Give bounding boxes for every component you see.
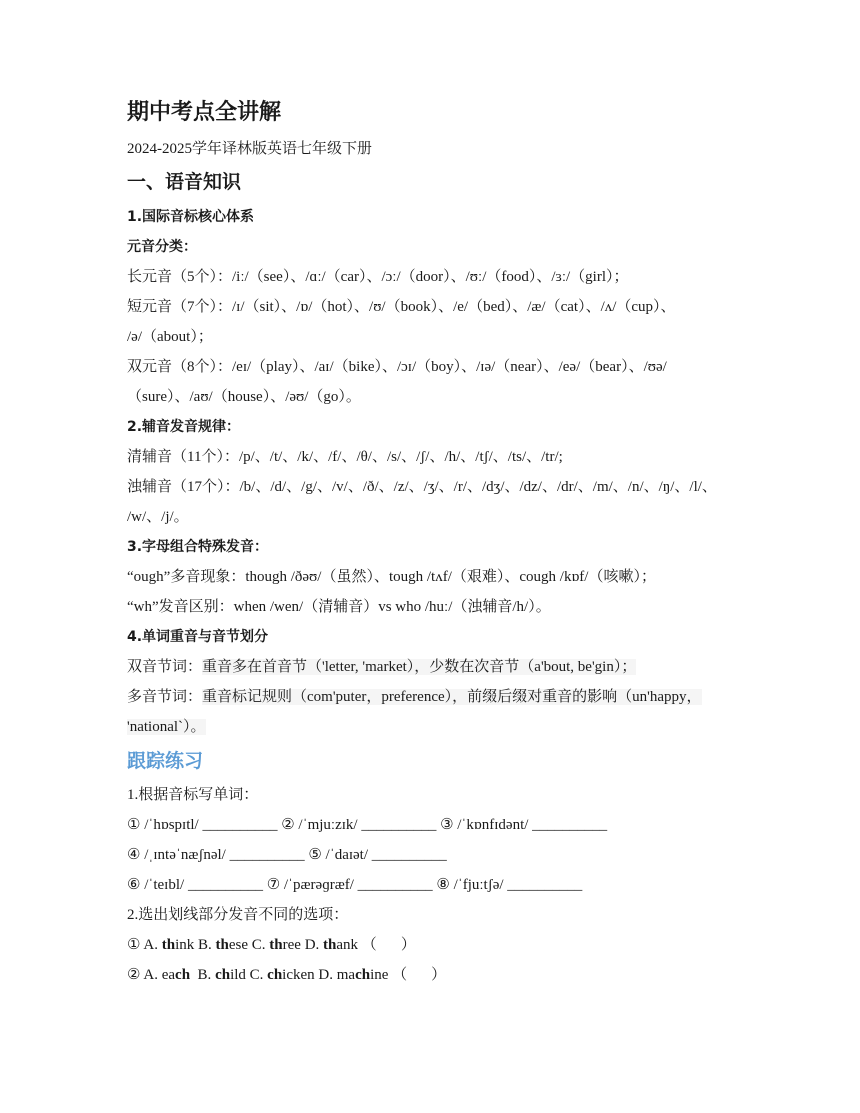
section-heading-phonetics: 一、语音知识	[127, 171, 242, 193]
diphthongs-line: 双元音（8个）：/eɪ/（play）、/aɪ/（bike）、/ɔɪ/（boy）、/ɪə/（near）、/eə/（bear）、/ʊə/	[127, 359, 667, 375]
option-a: A. think	[143, 937, 198, 953]
option-d: D. machine	[318, 967, 393, 983]
option-a: A. each	[143, 967, 191, 983]
diphthongs-line-cont: （sure）、/aʊ/（house）、/əʊ/（go）。	[127, 389, 361, 405]
long-vowels-line: 长元音（5个）：/iː/（see）、/ɑː/（car）、/ɔː/（door）、/ʊː/（food）、/ɜː/（girl）；	[127, 269, 629, 285]
question-1-heading: 1.根据音标写单词：	[127, 787, 259, 803]
two-syllable-line	[127, 652, 747, 682]
option-c: C. chicken	[249, 967, 319, 983]
item-number: ①	[127, 937, 141, 953]
subsection-heading-letter-combos: 3.字母组合特殊发音：	[127, 539, 269, 555]
multi-syllable-line-cont	[127, 712, 747, 742]
wh-line: “wh”发音区别：when /wen/（清辅音）vs who /huː/（浊辅音/h/）。	[127, 599, 551, 615]
page-subtitle: 2024-2025学年译林版英语七年级下册	[127, 141, 372, 157]
multi-syllable-line	[127, 682, 747, 712]
voiceless-consonants-line: 清辅音（11个）：/p/、/t/、/k/、/f/、/θ/、/s/、/ʃ/、/h/、/tʃ/、/ts/、/tr/;	[127, 449, 563, 465]
question-2-heading: 2.选出划线部分发音不同的选项：	[127, 907, 349, 923]
two-syllable-text: 重音多在首音节（'letter, 'market），少数在次音节（a'bout, be'gin）；	[202, 659, 637, 675]
answer-blank: （ ）	[361, 937, 416, 953]
subsection-heading-stress: 4.单词重音与音节划分	[127, 629, 269, 645]
subsection-heading-ipa: 1.国际音标核心体系	[127, 209, 255, 225]
document-content	[127, 98, 747, 990]
question-2-item-2	[127, 960, 747, 990]
question-1-row-2: ④ /ˌɪntəˈnæʃnəl/ __________ ⑤ /ˈdaɪət/ __________	[127, 847, 447, 863]
option-d: D. thank	[304, 937, 362, 953]
ough-line: “ough”多音现象：though /ðəʊ/（虽然）、tough /tʌf/（艰难）、cough /kɒf/（咳嗽）；	[127, 569, 656, 585]
short-vowels-line-cont: /ə/（about）；	[127, 329, 213, 345]
voiced-consonants-line: 浊辅音（17个）：/b/、/d/、/g/、/v/、/ð/、/z/、/ʒ/、/r/、/dʒ/、/dz/、/dr/、/m/、/n/、/ŋ/、/l/、	[127, 479, 717, 495]
option-b: B. these	[198, 937, 252, 953]
subsection-heading-consonants: 2.辅音发音规律：	[127, 419, 241, 435]
option-c: C. three	[251, 937, 305, 953]
question-1-row-3: ⑥ /ˈteɪbl/ __________ ⑦ /ˈpærəɡræf/ __________ ⑧ /ˈfjuːtʃə/ __________	[127, 877, 583, 893]
short-vowels-line: 短元音（7个）：/ɪ/（sit）、/ɒ/（hot）、/ʊ/（book）、/e/（bed）、/æ/（cat）、/ʌ/（cup）、	[127, 299, 676, 315]
practice-heading: 跟踪练习	[127, 750, 204, 772]
two-syllable-label: 双音节词：	[127, 659, 203, 675]
item-number: ②	[127, 967, 141, 983]
page-title: 期中考点全讲解	[127, 100, 282, 125]
multi-syllable-text: 重音标记规则（com'puter，preference），前缀后缀对重音的影响（un'happy，	[202, 689, 702, 705]
option-b: B. child	[197, 967, 250, 983]
question-1-row-1: ① /ˈhɒspɪtl/ __________ ② /ˈmjuːzɪk/ __________ ③ /ˈkɒnfɪdənt/ __________	[127, 817, 608, 833]
voiced-consonants-line-cont: /w/、/j/。	[127, 509, 189, 525]
multi-syllable-text-cont: 'national`）。	[127, 719, 206, 735]
vowel-classification-heading: 元音分类：	[127, 239, 197, 255]
multi-syllable-label: 多音节词：	[127, 689, 203, 705]
question-2-item-1	[127, 930, 747, 960]
answer-blank: （ ）	[392, 967, 447, 983]
